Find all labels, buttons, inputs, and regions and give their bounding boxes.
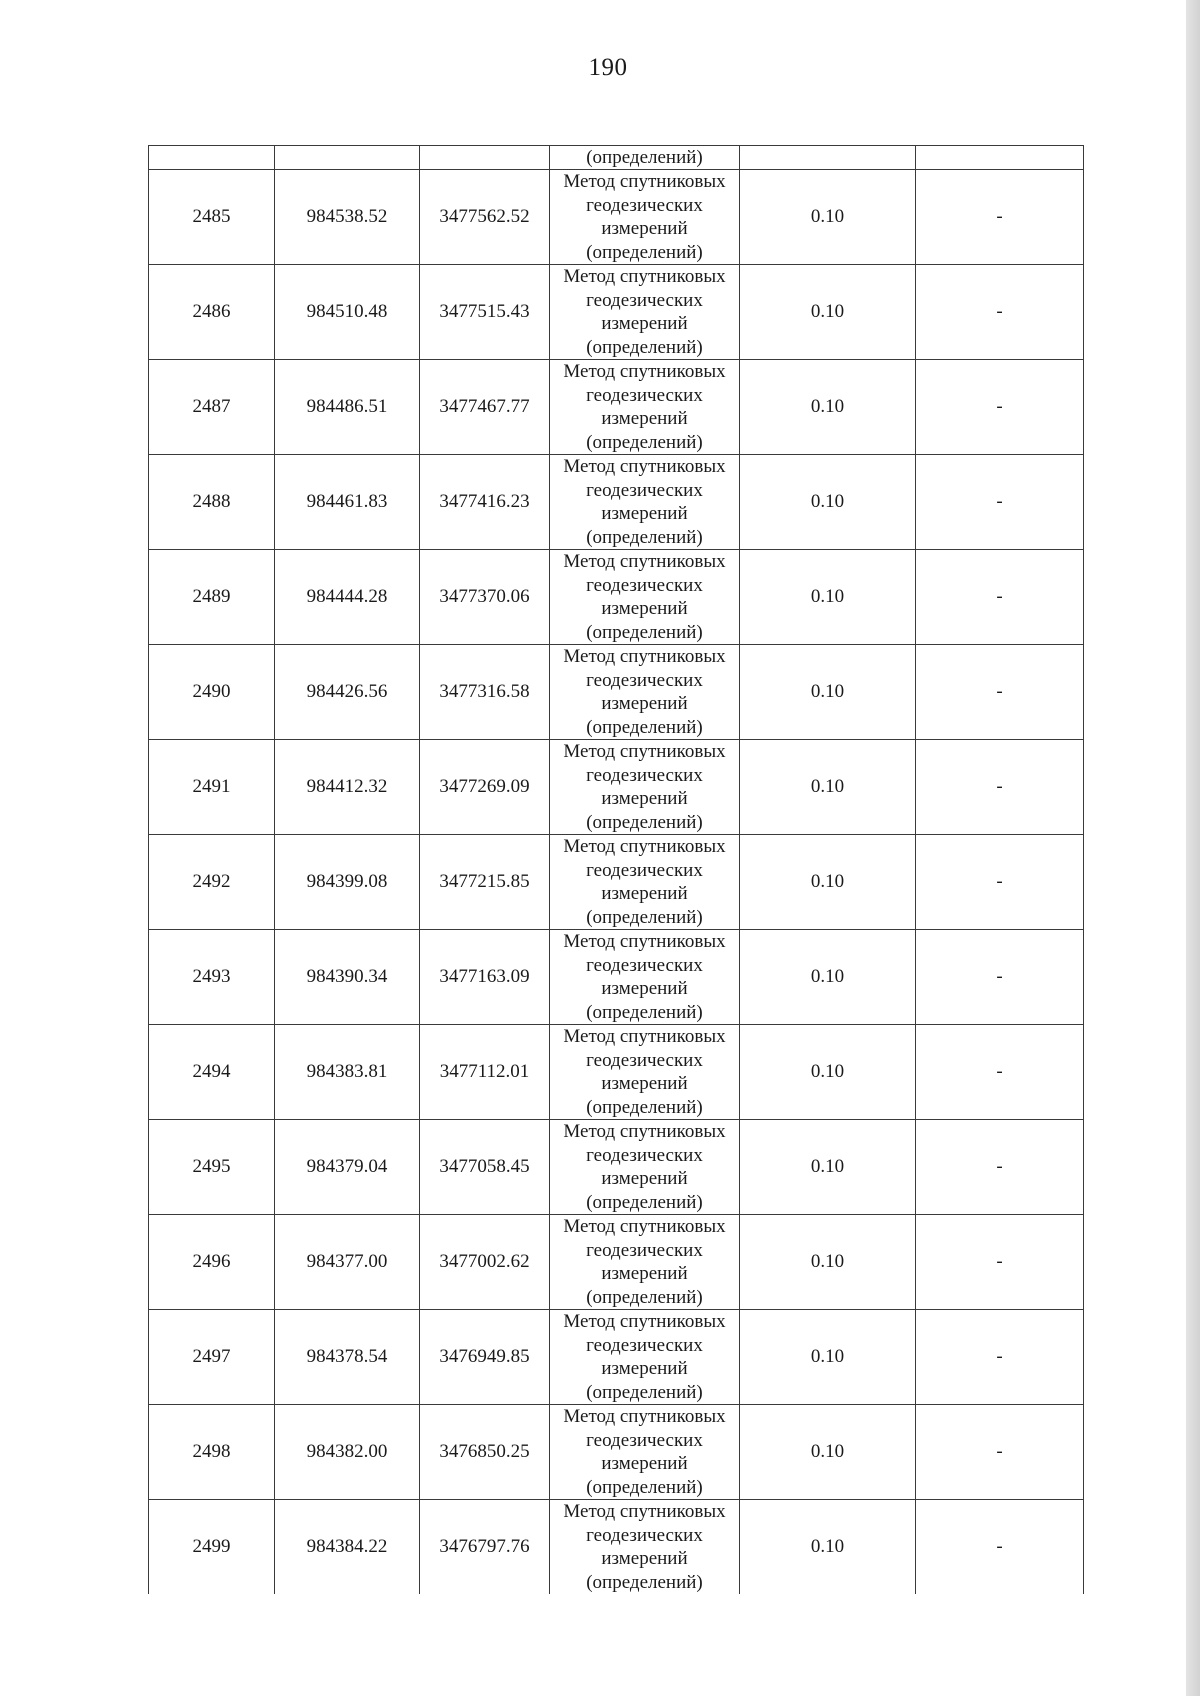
- cell-point: 2495: [149, 1120, 275, 1215]
- table-row: [149, 1405, 1084, 1500]
- cell-x: 984538.52: [275, 170, 420, 265]
- cell-y: 3477269.09: [420, 740, 550, 835]
- cell-method: [550, 170, 740, 265]
- table-row: [149, 550, 1084, 645]
- method-line: (определений): [586, 431, 703, 453]
- method-line: Метод спутниковых: [563, 1406, 726, 1427]
- cell-accuracy: 0.10: [740, 835, 916, 930]
- cell-method: [550, 930, 740, 1025]
- method-line: измерений: [601, 978, 688, 999]
- method-line: Метод спутниковых: [563, 836, 726, 857]
- cell-method: [550, 1405, 740, 1500]
- cell-x: 984378.54: [275, 1310, 420, 1405]
- method-line: измерений: [601, 598, 688, 619]
- cell-point: 2487: [149, 360, 275, 455]
- cell-accuracy: 0.10: [740, 1025, 916, 1120]
- table-row: [149, 1310, 1084, 1405]
- table-row: [149, 455, 1084, 550]
- method-line: измерений: [601, 693, 688, 714]
- method-line: Метод спутниковых: [563, 1026, 726, 1047]
- method-line: измерений: [601, 1263, 688, 1284]
- method-line: Метод спутниковых: [563, 456, 726, 477]
- cell-y: 3477316.58: [420, 645, 550, 740]
- cell-y: 3476949.85: [420, 1310, 550, 1405]
- cell-y: 3476850.25: [420, 1405, 550, 1500]
- method-line: геодезических: [586, 1429, 703, 1451]
- cell-note: -: [916, 1120, 1084, 1215]
- cell-note: -: [916, 265, 1084, 360]
- cell-method-continuation: (определений): [550, 146, 740, 170]
- cell-y: 3477562.52: [420, 170, 550, 265]
- cell-x: 984384.22: [275, 1500, 420, 1595]
- cell-x: 984377.00: [275, 1215, 420, 1310]
- cell-note: -: [916, 930, 1084, 1025]
- cell-point: 2498: [149, 1405, 275, 1500]
- method-line: геодезических: [586, 574, 703, 596]
- method-line: Метод спутниковых: [563, 1311, 726, 1332]
- cell-point: 2489: [149, 550, 275, 645]
- cell-x: 984390.34: [275, 930, 420, 1025]
- table-row: [149, 1500, 1084, 1595]
- method-line: Метод спутниковых: [563, 646, 726, 667]
- table-row: [149, 360, 1084, 455]
- method-line: геодезических: [586, 1524, 703, 1546]
- cell-note: -: [916, 835, 1084, 930]
- method-line: (определений): [586, 1571, 703, 1593]
- cell-y: 3476797.76: [420, 1500, 550, 1595]
- cell-note: -: [916, 550, 1084, 645]
- cell-point: 2492: [149, 835, 275, 930]
- method-line: измерений: [601, 1168, 688, 1189]
- cell-y: 3477515.43: [420, 265, 550, 360]
- table-row: [149, 930, 1084, 1025]
- cell-x: 984383.81: [275, 1025, 420, 1120]
- cell-method: [550, 265, 740, 360]
- cell-method: [550, 1025, 740, 1120]
- table-row: [149, 835, 1084, 930]
- method-line: геодезических: [586, 954, 703, 976]
- method-line: измерений: [601, 1073, 688, 1094]
- cell-method: [550, 1500, 740, 1595]
- method-line: измерений: [601, 883, 688, 904]
- cell-method: [550, 645, 740, 740]
- cell-note: -: [916, 1025, 1084, 1120]
- method-line: (определений): [586, 1001, 703, 1023]
- method-line: Метод спутниковых: [563, 1216, 726, 1237]
- cell-note: -: [916, 455, 1084, 550]
- method-line: (определений): [586, 716, 703, 738]
- table-row: [149, 265, 1084, 360]
- table-row: [149, 1215, 1084, 1310]
- method-line: (определений): [586, 621, 703, 643]
- table-row: [149, 740, 1084, 835]
- cell-point: 2499: [149, 1500, 275, 1595]
- cell-accuracy: 0.10: [740, 1405, 916, 1500]
- cell-note: [916, 146, 1084, 170]
- cell-accuracy: 0.10: [740, 1120, 916, 1215]
- cell-method: [550, 360, 740, 455]
- method-line: измерений: [601, 408, 688, 429]
- page-number: 190: [588, 54, 628, 81]
- cell-x: 984426.56: [275, 645, 420, 740]
- method-line: геодезических: [586, 1049, 703, 1071]
- method-line: измерений: [601, 218, 688, 239]
- method-line: Метод спутниковых: [563, 1121, 726, 1142]
- table-row: [149, 645, 1084, 740]
- method-line: измерений: [601, 788, 688, 809]
- cell-note: -: [916, 1500, 1084, 1595]
- cell-y: 3477163.09: [420, 930, 550, 1025]
- method-line: Метод спутниковых: [563, 931, 726, 952]
- cell-note: -: [916, 360, 1084, 455]
- cell-y: [420, 146, 550, 170]
- method-line: геодезических: [586, 1239, 703, 1261]
- cell-accuracy: 0.10: [740, 265, 916, 360]
- cell-point: 2491: [149, 740, 275, 835]
- method-line: (определений): [586, 241, 703, 263]
- cell-x: 984486.51: [275, 360, 420, 455]
- method-line: Метод спутниковых: [563, 266, 726, 287]
- method-line: (определений): [586, 1381, 703, 1403]
- method-line: геодезических: [586, 289, 703, 311]
- cell-y: 3477002.62: [420, 1215, 550, 1310]
- cell-point: 2497: [149, 1310, 275, 1405]
- cell-accuracy: [740, 146, 916, 170]
- cell-method: [550, 1120, 740, 1215]
- cell-y: 3477370.06: [420, 550, 550, 645]
- cell-note: -: [916, 1310, 1084, 1405]
- continuation-row: [149, 146, 1084, 170]
- cell-note: -: [916, 645, 1084, 740]
- page-edge: [1186, 0, 1200, 1696]
- cell-accuracy: 0.10: [740, 930, 916, 1025]
- cell-accuracy: 0.10: [740, 360, 916, 455]
- coordinates-table: [148, 145, 1084, 1594]
- cell-x: 984444.28: [275, 550, 420, 645]
- method-line: измерений: [601, 313, 688, 334]
- cell-point: 2494: [149, 1025, 275, 1120]
- method-line: Метод спутниковых: [563, 1501, 726, 1522]
- method-line: измерений: [601, 1548, 688, 1569]
- cell-x: 984399.08: [275, 835, 420, 930]
- cell-x: 984382.00: [275, 1405, 420, 1500]
- method-line: геодезических: [586, 669, 703, 691]
- method-line: (определений): [586, 1476, 703, 1498]
- cell-point: 2493: [149, 930, 275, 1025]
- method-line: геодезических: [586, 479, 703, 501]
- method-line: геодезических: [586, 859, 703, 881]
- cell-y: 3477467.77: [420, 360, 550, 455]
- cell-method: [550, 1310, 740, 1405]
- cell-y: 3477112.01: [420, 1025, 550, 1120]
- cell-point: 2488: [149, 455, 275, 550]
- cell-note: -: [916, 1405, 1084, 1500]
- method-line: (определений): [586, 336, 703, 358]
- cell-y: 3477058.45: [420, 1120, 550, 1215]
- method-line: геодезических: [586, 1144, 703, 1166]
- cell-method: [550, 835, 740, 930]
- method-line: (определений): [586, 811, 703, 833]
- method-line: геодезических: [586, 194, 703, 216]
- method-line: Метод спутниковых: [563, 741, 726, 762]
- cell-accuracy: 0.10: [740, 1215, 916, 1310]
- method-line: измерений: [601, 1453, 688, 1474]
- cell-note: -: [916, 740, 1084, 835]
- cell-point: 2496: [149, 1215, 275, 1310]
- cell-method: [550, 740, 740, 835]
- cell-accuracy: 0.10: [740, 645, 916, 740]
- table-row: [149, 1025, 1084, 1120]
- cell-accuracy: 0.10: [740, 1310, 916, 1405]
- cell-accuracy: 0.10: [740, 170, 916, 265]
- cell-note: -: [916, 170, 1084, 265]
- cell-accuracy: 0.10: [740, 740, 916, 835]
- method-line: (определений): [586, 1191, 703, 1213]
- method-line: геодезических: [586, 1334, 703, 1356]
- cell-x: 984412.32: [275, 740, 420, 835]
- cell-note: -: [916, 1215, 1084, 1310]
- cell-point: 2490: [149, 645, 275, 740]
- method-line: Метод спутниковых: [563, 171, 726, 192]
- cell-x: [275, 146, 420, 170]
- method-line: (определений): [586, 526, 703, 548]
- cell-method: [550, 455, 740, 550]
- method-line: (определений): [586, 1096, 703, 1118]
- method-line: (определений): [586, 906, 703, 928]
- cell-y: 3477215.85: [420, 835, 550, 930]
- cell-x: 984379.04: [275, 1120, 420, 1215]
- method-line: Метод спутниковых: [563, 361, 726, 382]
- cell-x: 984510.48: [275, 265, 420, 360]
- cell-method: [550, 550, 740, 645]
- cell-point: 2485: [149, 170, 275, 265]
- cell-accuracy: 0.10: [740, 455, 916, 550]
- cell-method: [550, 1215, 740, 1310]
- method-line: (определений): [586, 1286, 703, 1308]
- method-line: измерений: [601, 1358, 688, 1379]
- table-row: [149, 170, 1084, 265]
- cell-accuracy: 0.10: [740, 550, 916, 645]
- method-line: геодезических: [586, 384, 703, 406]
- table-row: [149, 1120, 1084, 1215]
- method-line: геодезических: [586, 764, 703, 786]
- cell-y: 3477416.23: [420, 455, 550, 550]
- method-line: измерений: [601, 503, 688, 524]
- cell-point: 2486: [149, 265, 275, 360]
- cell-accuracy: 0.10: [740, 1500, 916, 1595]
- table-body: [149, 146, 1084, 1595]
- cell-x: 984461.83: [275, 455, 420, 550]
- method-line: Метод спутниковых: [563, 551, 726, 572]
- cell-point: [149, 146, 275, 170]
